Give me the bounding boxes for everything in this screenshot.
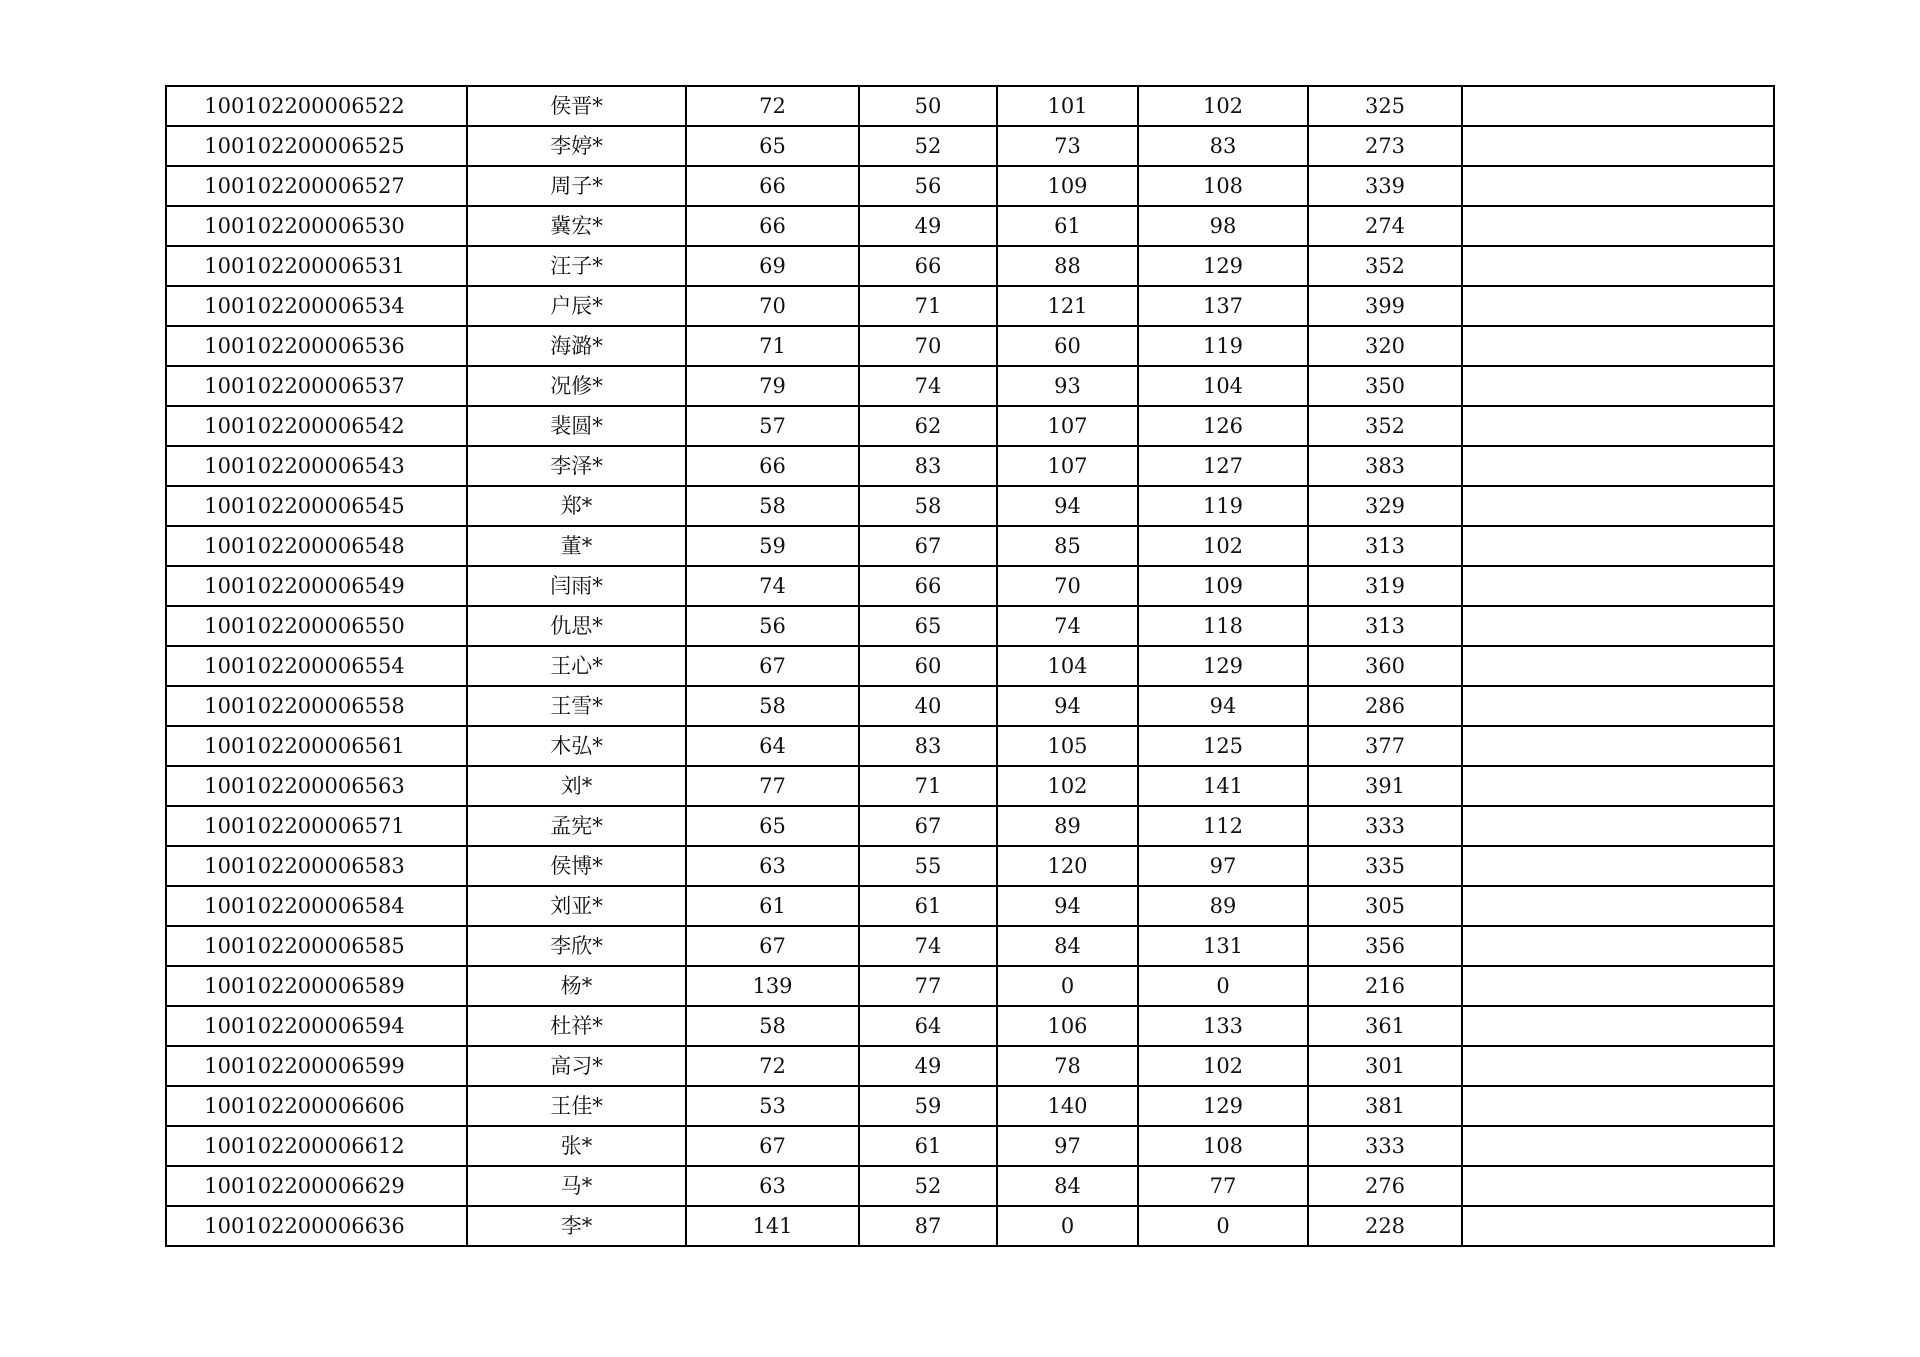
total-score-cell: 228 [1308, 1206, 1462, 1246]
score-1-cell: 63 [686, 1166, 859, 1206]
table-row [166, 206, 1774, 246]
score-2-cell: 52 [859, 1166, 997, 1206]
total-score-cell: 276 [1308, 1166, 1462, 1206]
table-row [166, 486, 1774, 526]
total-score-cell: 391 [1308, 766, 1462, 806]
score-3-cell: 121 [997, 286, 1138, 326]
score-3-cell: 120 [997, 846, 1138, 886]
score-4-cell: 102 [1138, 86, 1308, 126]
score-1-cell: 72 [686, 1046, 859, 1086]
score-4-cell: 112 [1138, 806, 1308, 846]
score-4-cell: 108 [1138, 166, 1308, 206]
score-1-cell: 65 [686, 806, 859, 846]
table-row [166, 886, 1774, 926]
name-cell: 张* [467, 1126, 686, 1166]
table-row [166, 1006, 1774, 1046]
exam-number-cell: 100102200006548 [166, 526, 467, 566]
score-3-cell: 84 [997, 1166, 1138, 1206]
name-cell: 闫雨* [467, 566, 686, 606]
score-1-cell: 58 [686, 1006, 859, 1046]
name-cell: 况修* [467, 366, 686, 406]
remark-cell [1462, 1086, 1774, 1126]
exam-number-cell: 100102200006522 [166, 86, 467, 126]
exam-number-cell: 100102200006584 [166, 886, 467, 926]
remark-cell [1462, 486, 1774, 526]
total-score-cell: 274 [1308, 206, 1462, 246]
score-2-cell: 40 [859, 686, 997, 726]
table-row [166, 966, 1774, 1006]
remark-cell [1462, 166, 1774, 206]
score-4-cell: 102 [1138, 526, 1308, 566]
score-3-cell: 106 [997, 1006, 1138, 1046]
table-row [166, 686, 1774, 726]
exam-number-cell: 100102200006531 [166, 246, 467, 286]
score-1-cell: 67 [686, 926, 859, 966]
name-cell: 裴圆* [467, 406, 686, 446]
score-2-cell: 61 [859, 886, 997, 926]
remark-cell [1462, 86, 1774, 126]
total-score-cell: 273 [1308, 126, 1462, 166]
score-1-cell: 67 [686, 1126, 859, 1166]
table-row [166, 646, 1774, 686]
score-3-cell: 140 [997, 1086, 1138, 1126]
score-3-cell: 0 [997, 966, 1138, 1006]
score-2-cell: 71 [859, 766, 997, 806]
score-3-cell: 61 [997, 206, 1138, 246]
name-cell: 李* [467, 1206, 686, 1246]
score-4-cell: 131 [1138, 926, 1308, 966]
score-3-cell: 101 [997, 86, 1138, 126]
score-2-cell: 83 [859, 726, 997, 766]
table-row [166, 366, 1774, 406]
remark-cell [1462, 246, 1774, 286]
total-score-cell: 325 [1308, 86, 1462, 126]
score-4-cell: 108 [1138, 1126, 1308, 1166]
name-cell: 侯晋* [467, 86, 686, 126]
exam-number-cell: 100102200006545 [166, 486, 467, 526]
name-cell: 木弘* [467, 726, 686, 766]
total-score-cell: 333 [1308, 1126, 1462, 1166]
score-3-cell: 107 [997, 406, 1138, 446]
remark-cell [1462, 846, 1774, 886]
table-row [166, 526, 1774, 566]
remark-cell [1462, 526, 1774, 566]
score-4-cell: 104 [1138, 366, 1308, 406]
name-cell: 冀宏* [467, 206, 686, 246]
score-4-cell: 129 [1138, 246, 1308, 286]
exam-number-cell: 100102200006571 [166, 806, 467, 846]
total-score-cell: 361 [1308, 1006, 1462, 1046]
name-cell: 杜祥* [467, 1006, 686, 1046]
exam-number-cell: 100102200006542 [166, 406, 467, 446]
exam-number-cell: 100102200006599 [166, 1046, 467, 1086]
exam-number-cell: 100102200006636 [166, 1206, 467, 1246]
name-cell: 周子* [467, 166, 686, 206]
score-2-cell: 66 [859, 566, 997, 606]
score-table [165, 85, 1775, 1247]
exam-number-cell: 100102200006585 [166, 926, 467, 966]
total-score-cell: 329 [1308, 486, 1462, 526]
table-row [166, 1206, 1774, 1246]
table-row [166, 1126, 1774, 1166]
remark-cell [1462, 1126, 1774, 1166]
score-1-cell: 141 [686, 1206, 859, 1246]
name-cell: 董* [467, 526, 686, 566]
score-4-cell: 127 [1138, 446, 1308, 486]
score-1-cell: 139 [686, 966, 859, 1006]
score-4-cell: 119 [1138, 326, 1308, 366]
score-3-cell: 93 [997, 366, 1138, 406]
table-row [166, 806, 1774, 846]
total-score-cell: 352 [1308, 246, 1462, 286]
score-1-cell: 65 [686, 126, 859, 166]
name-cell: 户辰* [467, 286, 686, 326]
score-2-cell: 59 [859, 1086, 997, 1126]
remark-cell [1462, 886, 1774, 926]
name-cell: 李欣* [467, 926, 686, 966]
name-cell: 高习* [467, 1046, 686, 1086]
total-score-cell: 286 [1308, 686, 1462, 726]
total-score-cell: 350 [1308, 366, 1462, 406]
total-score-cell: 305 [1308, 886, 1462, 926]
score-4-cell: 119 [1138, 486, 1308, 526]
remark-cell [1462, 926, 1774, 966]
total-score-cell: 383 [1308, 446, 1462, 486]
score-1-cell: 74 [686, 566, 859, 606]
remark-cell [1462, 646, 1774, 686]
exam-number-cell: 100102200006612 [166, 1126, 467, 1166]
score-1-cell: 69 [686, 246, 859, 286]
score-1-cell: 53 [686, 1086, 859, 1126]
total-score-cell: 339 [1308, 166, 1462, 206]
score-3-cell: 94 [997, 886, 1138, 926]
score-4-cell: 129 [1138, 1086, 1308, 1126]
remark-cell [1462, 966, 1774, 1006]
score-1-cell: 67 [686, 646, 859, 686]
score-2-cell: 71 [859, 286, 997, 326]
remark-cell [1462, 1206, 1774, 1246]
table-row [166, 846, 1774, 886]
score-4-cell: 133 [1138, 1006, 1308, 1046]
total-score-cell: 356 [1308, 926, 1462, 966]
score-4-cell: 109 [1138, 566, 1308, 606]
remark-cell [1462, 806, 1774, 846]
score-4-cell: 102 [1138, 1046, 1308, 1086]
remark-cell [1462, 766, 1774, 806]
score-2-cell: 66 [859, 246, 997, 286]
table-row [166, 766, 1774, 806]
name-cell: 李泽* [467, 446, 686, 486]
table-row [166, 126, 1774, 166]
exam-number-cell: 100102200006594 [166, 1006, 467, 1046]
name-cell: 汪子* [467, 246, 686, 286]
remark-cell [1462, 606, 1774, 646]
score-4-cell: 137 [1138, 286, 1308, 326]
score-1-cell: 56 [686, 606, 859, 646]
remark-cell [1462, 286, 1774, 326]
exam-number-cell: 100102200006558 [166, 686, 467, 726]
exam-number-cell: 100102200006589 [166, 966, 467, 1006]
name-cell: 王雪* [467, 686, 686, 726]
score-3-cell: 109 [997, 166, 1138, 206]
remark-cell [1462, 326, 1774, 366]
total-score-cell: 333 [1308, 806, 1462, 846]
score-3-cell: 94 [997, 686, 1138, 726]
exam-number-cell: 100102200006527 [166, 166, 467, 206]
total-score-cell: 352 [1308, 406, 1462, 446]
score-4-cell: 97 [1138, 846, 1308, 886]
score-2-cell: 70 [859, 326, 997, 366]
remark-cell [1462, 1166, 1774, 1206]
name-cell: 王心* [467, 646, 686, 686]
name-cell: 仇思* [467, 606, 686, 646]
score-1-cell: 61 [686, 886, 859, 926]
score-1-cell: 79 [686, 366, 859, 406]
exam-number-cell: 100102200006534 [166, 286, 467, 326]
score-3-cell: 107 [997, 446, 1138, 486]
score-1-cell: 57 [686, 406, 859, 446]
score-2-cell: 87 [859, 1206, 997, 1246]
exam-number-cell: 100102200006606 [166, 1086, 467, 1126]
score-3-cell: 0 [997, 1206, 1138, 1246]
remark-cell [1462, 686, 1774, 726]
score-1-cell: 66 [686, 206, 859, 246]
score-3-cell: 70 [997, 566, 1138, 606]
score-2-cell: 60 [859, 646, 997, 686]
remark-cell [1462, 1006, 1774, 1046]
table-row [166, 86, 1774, 126]
table-row [166, 606, 1774, 646]
name-cell: 海潞* [467, 326, 686, 366]
score-3-cell: 73 [997, 126, 1138, 166]
exam-number-cell: 100102200006543 [166, 446, 467, 486]
exam-number-cell: 100102200006525 [166, 126, 467, 166]
score-1-cell: 63 [686, 846, 859, 886]
score-4-cell: 89 [1138, 886, 1308, 926]
score-3-cell: 74 [997, 606, 1138, 646]
name-cell: 郑* [467, 486, 686, 526]
score-1-cell: 64 [686, 726, 859, 766]
name-cell: 杨* [467, 966, 686, 1006]
exam-number-cell: 100102200006550 [166, 606, 467, 646]
score-3-cell: 85 [997, 526, 1138, 566]
name-cell: 王佳* [467, 1086, 686, 1126]
exam-number-cell: 100102200006583 [166, 846, 467, 886]
score-4-cell: 94 [1138, 686, 1308, 726]
score-2-cell: 49 [859, 1046, 997, 1086]
score-2-cell: 62 [859, 406, 997, 446]
remark-cell [1462, 126, 1774, 166]
score-4-cell: 0 [1138, 966, 1308, 1006]
remark-cell [1462, 446, 1774, 486]
total-score-cell: 313 [1308, 526, 1462, 566]
score-2-cell: 55 [859, 846, 997, 886]
table-row [166, 406, 1774, 446]
score-1-cell: 71 [686, 326, 859, 366]
score-3-cell: 97 [997, 1126, 1138, 1166]
score-4-cell: 98 [1138, 206, 1308, 246]
name-cell: 刘* [467, 766, 686, 806]
remark-cell [1462, 366, 1774, 406]
score-2-cell: 67 [859, 806, 997, 846]
exam-number-cell: 100102200006629 [166, 1166, 467, 1206]
score-2-cell: 77 [859, 966, 997, 1006]
score-2-cell: 74 [859, 366, 997, 406]
score-3-cell: 89 [997, 806, 1138, 846]
total-score-cell: 335 [1308, 846, 1462, 886]
total-score-cell: 313 [1308, 606, 1462, 646]
name-cell: 刘亚* [467, 886, 686, 926]
table-row [166, 246, 1774, 286]
total-score-cell: 377 [1308, 726, 1462, 766]
remark-cell [1462, 206, 1774, 246]
exam-number-cell: 100102200006537 [166, 366, 467, 406]
remark-cell [1462, 406, 1774, 446]
score-3-cell: 84 [997, 926, 1138, 966]
score-2-cell: 61 [859, 1126, 997, 1166]
score-4-cell: 141 [1138, 766, 1308, 806]
score-2-cell: 83 [859, 446, 997, 486]
remark-cell [1462, 726, 1774, 766]
score-2-cell: 52 [859, 126, 997, 166]
exam-number-cell: 100102200006549 [166, 566, 467, 606]
total-score-cell: 381 [1308, 1086, 1462, 1126]
exam-number-cell: 100102200006561 [166, 726, 467, 766]
table-row [166, 286, 1774, 326]
score-2-cell: 49 [859, 206, 997, 246]
total-score-cell: 399 [1308, 286, 1462, 326]
total-score-cell: 216 [1308, 966, 1462, 1006]
total-score-cell: 360 [1308, 646, 1462, 686]
score-4-cell: 118 [1138, 606, 1308, 646]
exam-number-cell: 100102200006536 [166, 326, 467, 366]
table-row [166, 926, 1774, 966]
score-2-cell: 56 [859, 166, 997, 206]
score-1-cell: 66 [686, 446, 859, 486]
remark-cell [1462, 566, 1774, 606]
score-2-cell: 64 [859, 1006, 997, 1046]
name-cell: 李婷* [467, 126, 686, 166]
score-3-cell: 102 [997, 766, 1138, 806]
table-row [166, 726, 1774, 766]
score-3-cell: 88 [997, 246, 1138, 286]
total-score-cell: 320 [1308, 326, 1462, 366]
score-1-cell: 59 [686, 526, 859, 566]
name-cell: 侯博* [467, 846, 686, 886]
score-2-cell: 74 [859, 926, 997, 966]
score-4-cell: 129 [1138, 646, 1308, 686]
exam-number-cell: 100102200006530 [166, 206, 467, 246]
score-1-cell: 58 [686, 486, 859, 526]
exam-number-cell: 100102200006563 [166, 766, 467, 806]
total-score-cell: 319 [1308, 566, 1462, 606]
score-2-cell: 50 [859, 86, 997, 126]
score-4-cell: 125 [1138, 726, 1308, 766]
score-3-cell: 60 [997, 326, 1138, 366]
exam-number-cell: 100102200006554 [166, 646, 467, 686]
table-row [166, 446, 1774, 486]
name-cell: 马* [467, 1166, 686, 1206]
name-cell: 孟宪* [467, 806, 686, 846]
table-row [166, 566, 1774, 606]
score-3-cell: 105 [997, 726, 1138, 766]
table-row [166, 326, 1774, 366]
score-2-cell: 58 [859, 486, 997, 526]
score-4-cell: 83 [1138, 126, 1308, 166]
score-2-cell: 67 [859, 526, 997, 566]
table-row [166, 1046, 1774, 1086]
score-table-body [166, 86, 1774, 1246]
score-1-cell: 58 [686, 686, 859, 726]
score-1-cell: 77 [686, 766, 859, 806]
score-3-cell: 94 [997, 486, 1138, 526]
score-4-cell: 0 [1138, 1206, 1308, 1246]
score-1-cell: 70 [686, 286, 859, 326]
table-row [166, 166, 1774, 206]
table-row [166, 1166, 1774, 1206]
remark-cell [1462, 1046, 1774, 1086]
score-3-cell: 104 [997, 646, 1138, 686]
score-1-cell: 66 [686, 166, 859, 206]
score-4-cell: 77 [1138, 1166, 1308, 1206]
score-4-cell: 126 [1138, 406, 1308, 446]
score-2-cell: 65 [859, 606, 997, 646]
table-row [166, 1086, 1774, 1126]
total-score-cell: 301 [1308, 1046, 1462, 1086]
score-3-cell: 78 [997, 1046, 1138, 1086]
score-1-cell: 72 [686, 86, 859, 126]
